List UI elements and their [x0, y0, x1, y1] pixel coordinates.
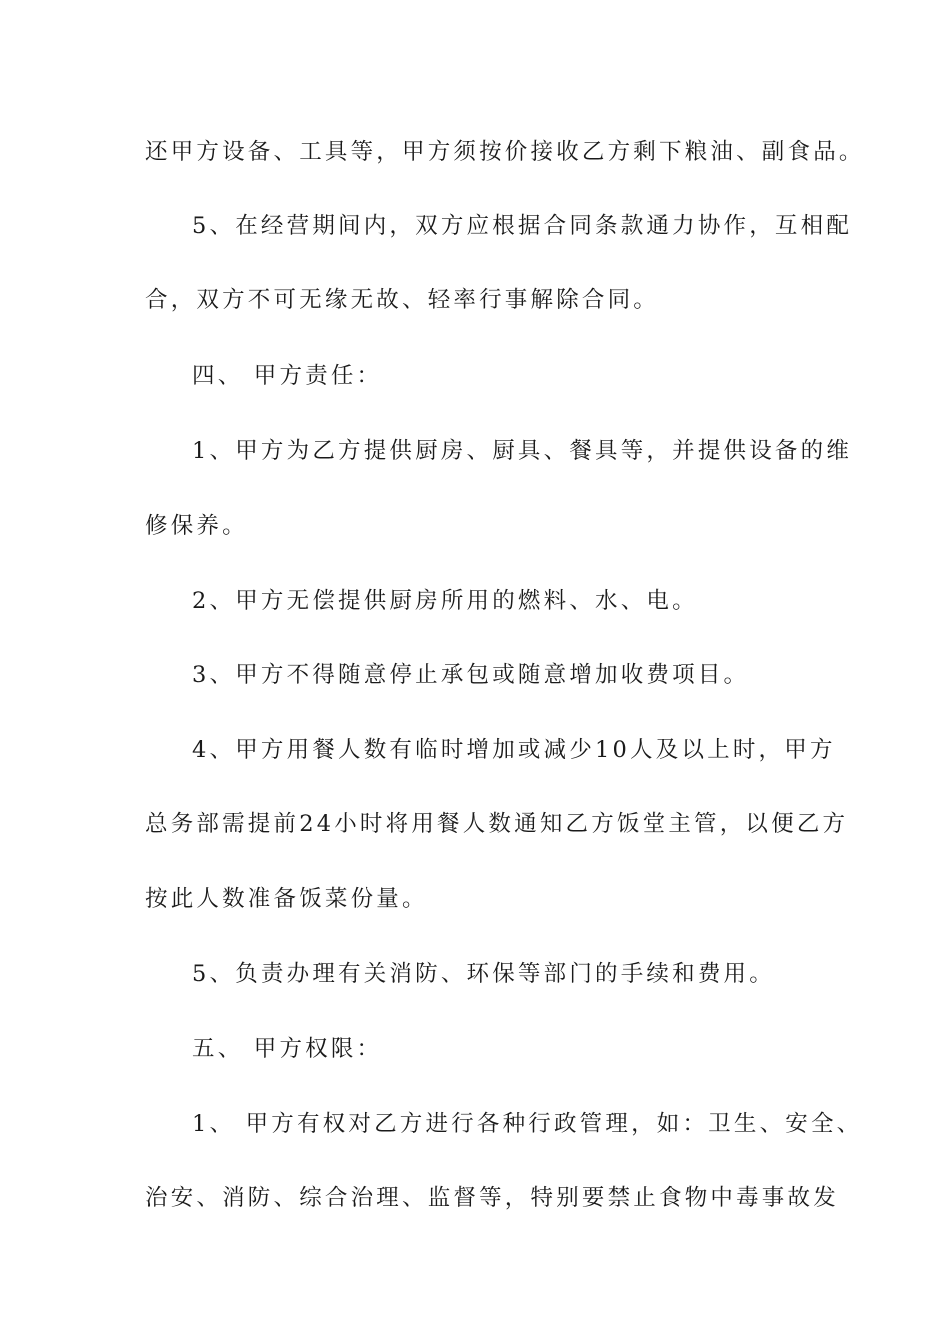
text-line: 还甲方设备、工具等，甲方须按价接收乙方剩下粮油、副食品。 [145, 139, 865, 165]
section-heading-5: 五、 甲方权限： [192, 1036, 383, 1062]
text-line: 合，双方不可无缘无故、轻率行事解除合同。 [145, 287, 660, 313]
clause-4-3: 3、甲方不得随意停止承包或随意增加收费项目。 [192, 662, 750, 688]
clause-4-4: 4、甲方用餐人数有临时增加或减少10人及以上时，甲方 [192, 737, 836, 763]
text-line: 修保养。 [145, 513, 248, 539]
clause-5-1: 1、 甲方有权对乙方进行各种行政管理，如：卫生、安全、 [192, 1111, 863, 1137]
text-line: 总务部需提前24小时将用餐人数通知乙方饭堂主管，以便乙方 [145, 811, 849, 837]
clause-4-2: 2、甲方无偿提供厨房所用的燃料、水、电。 [192, 588, 698, 614]
text-line: 治安、消防、综合治理、监督等，特别要禁止食物中毒事故发 [145, 1185, 839, 1211]
section-heading-4: 四、 甲方责任： [192, 363, 383, 389]
clause-4-5: 5、负责办理有关消防、环保等部门的手续和费用。 [192, 961, 775, 987]
clause-3-5: 5、在经营期间内，双方应根据合同条款通力协作，互相配 [192, 213, 853, 239]
text-line: 按此人数准备饭菜份量。 [145, 886, 428, 912]
clause-4-1: 1、甲方为乙方提供厨房、厨具、餐具等，并提供设备的维 [192, 438, 853, 464]
